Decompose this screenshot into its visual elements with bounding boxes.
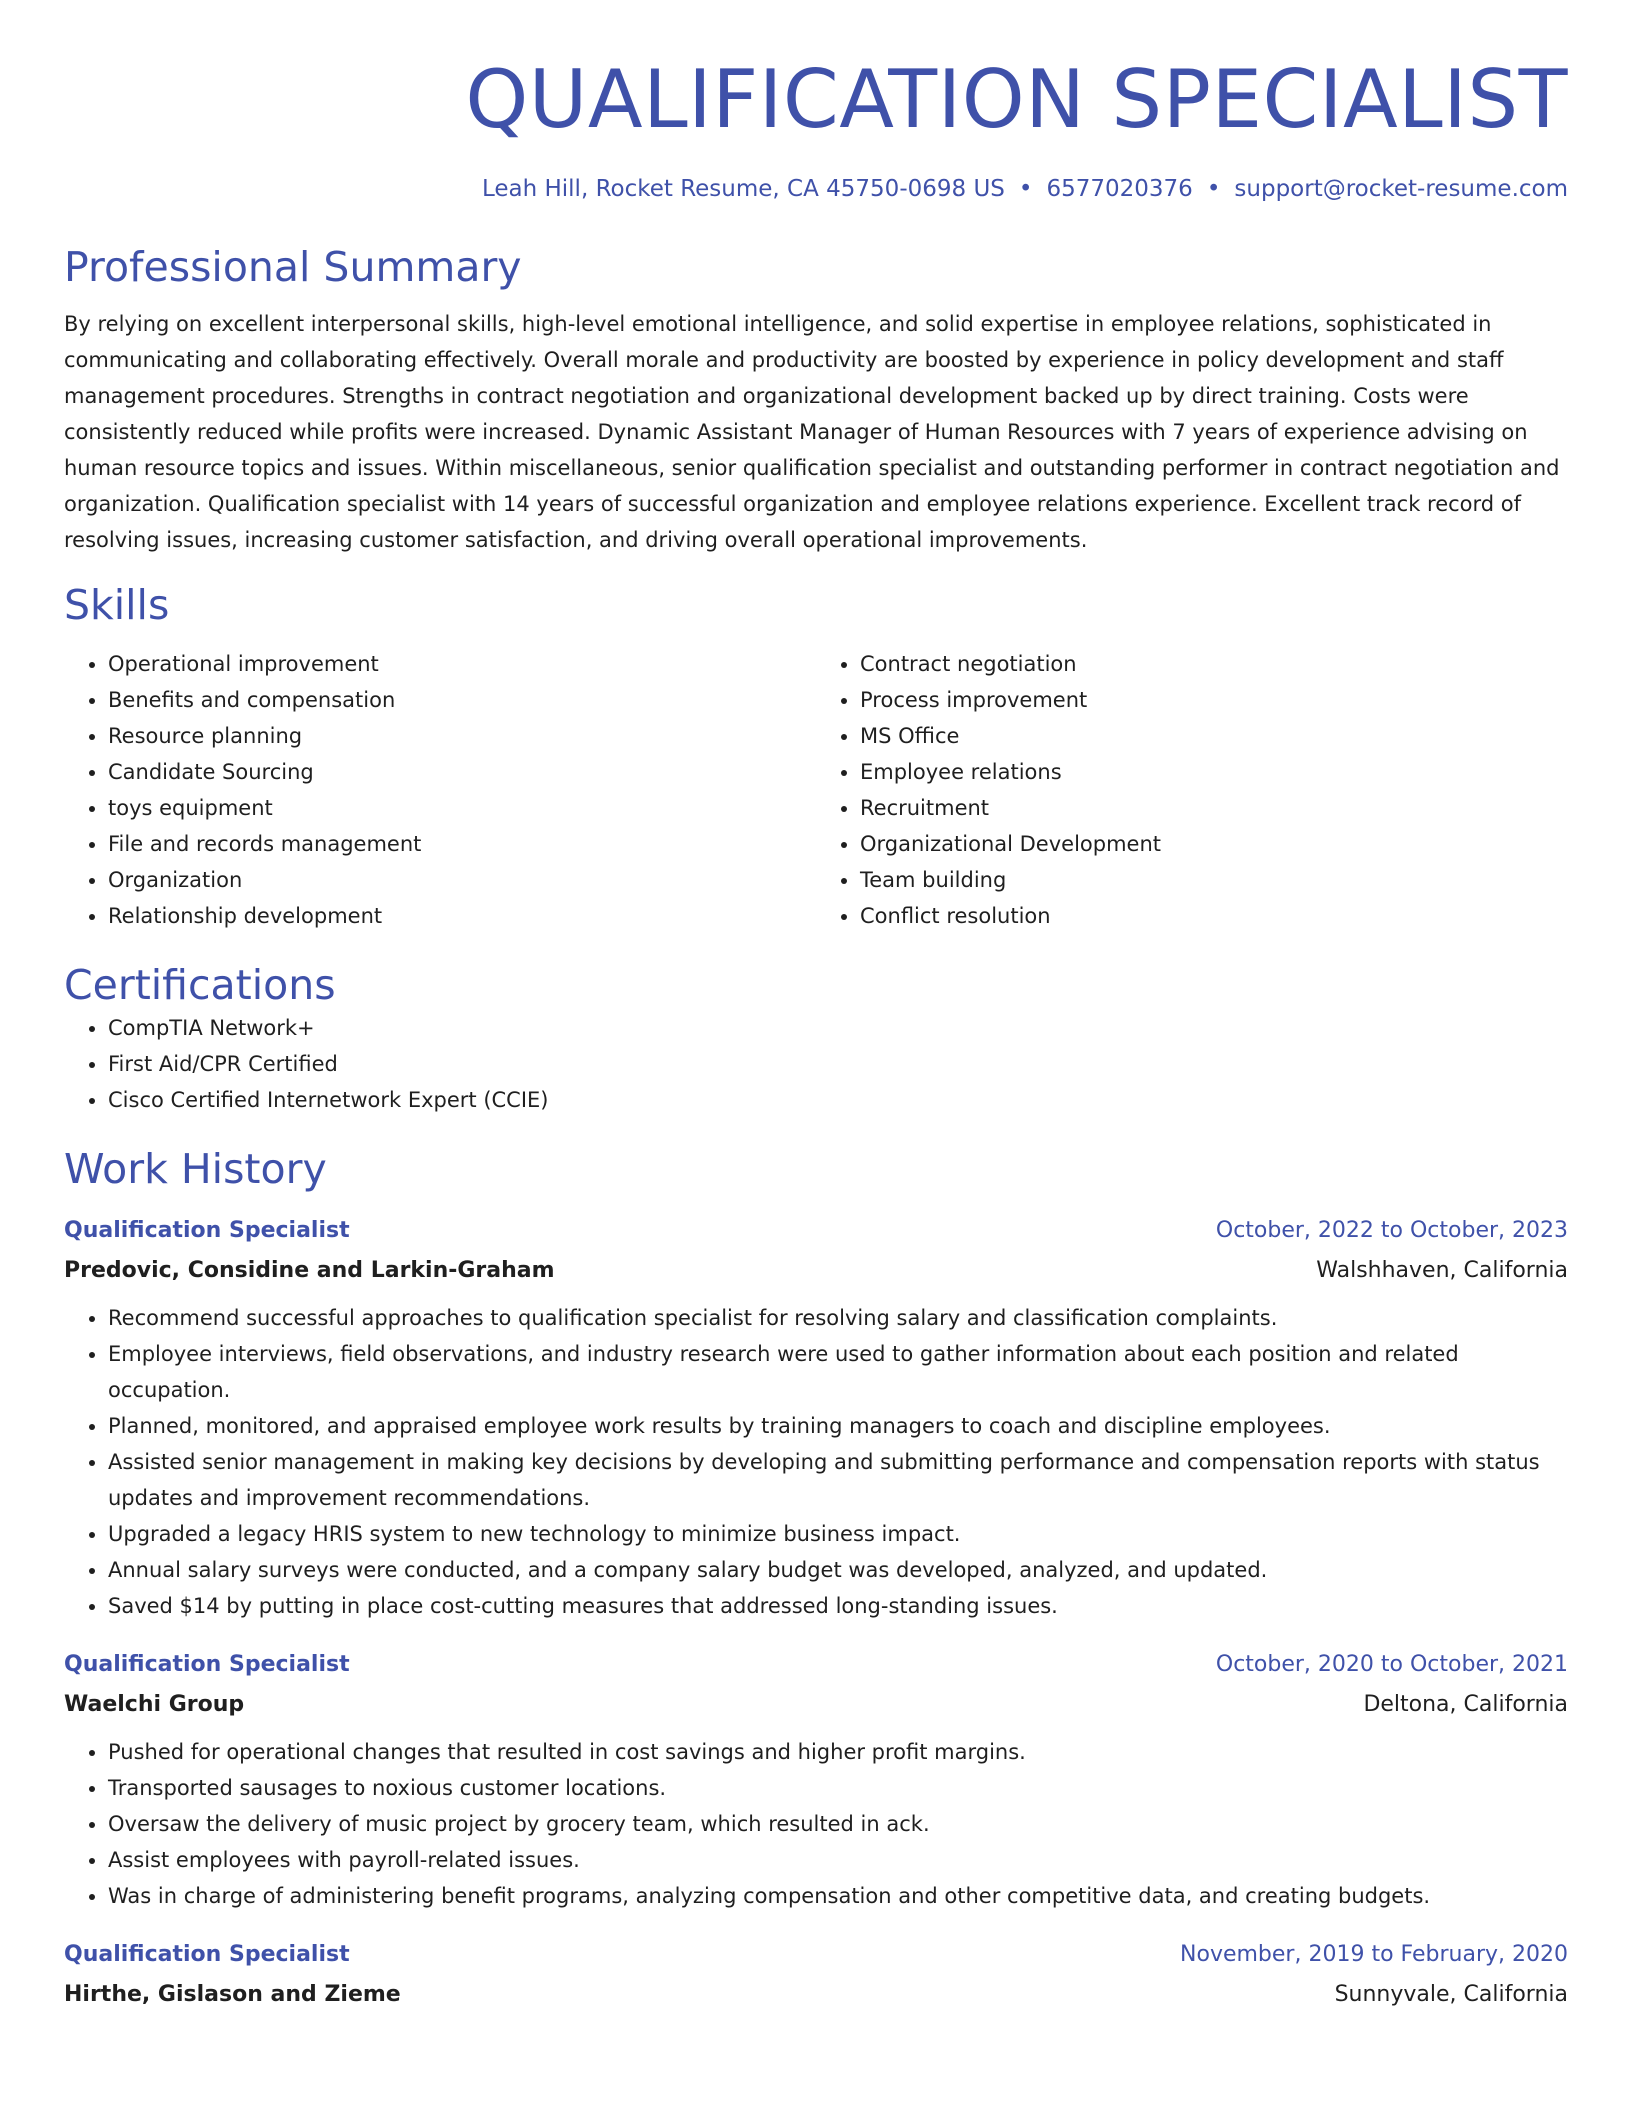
job-bullets: [64, 1300, 1568, 1624]
job-bullets: [64, 1734, 1568, 1914]
job-role: Qualification Specialist: [64, 1942, 350, 1967]
skill-item: • Recruitment: [860, 790, 1568, 826]
job-company-row: [64, 1690, 1568, 1720]
job-company-row: [64, 1256, 1568, 1286]
certifications-list: [64, 1010, 1568, 1118]
skill-item: • Process improvement: [860, 682, 1568, 718]
job-bullet: • Upgraded a legacy HRIS system to new technology to minimize business impact.: [108, 1516, 1568, 1552]
resume-title: QUALIFICATION SPECIALIST: [465, 53, 1568, 146]
skill-item: • Candidate Sourcing: [108, 754, 816, 790]
contact-separator: •: [1206, 176, 1221, 202]
job-company-row: [64, 1980, 1568, 2010]
summary-heading: Professional Summary: [64, 243, 522, 291]
job-company: Predovic, Considine and Larkin-Graham: [64, 1258, 555, 1283]
job-company: Hirthe, Gislason and Zieme: [64, 1982, 401, 2007]
job-bullet: • Pushed for operational changes that resulted in cost savings and higher profit margins.: [108, 1734, 1568, 1770]
skill-item: • Conflict resolution: [860, 898, 1568, 934]
contact-line: [64, 174, 1568, 204]
job-header-row: [64, 1216, 1568, 1246]
job-location: Sunnyvale, California: [1334, 1982, 1568, 2007]
job-dates: October, 2020 to October, 2021: [1215, 1652, 1568, 1677]
skills-columns: [64, 646, 1568, 934]
job-location: Walshhaven, California: [1316, 1258, 1568, 1283]
job-dates: November, 2019 to February, 2020: [1180, 1942, 1568, 1967]
job-entry: [64, 1650, 1568, 1914]
job-bullet: • Was in charge of administering benefit programs, analyzing compensation and other competitive data, and creating budgets.: [108, 1878, 1568, 1914]
work-history-heading: Work History: [64, 1145, 327, 1193]
skill-item: • Resource planning: [108, 718, 816, 754]
certification-item: • Cisco Certified Internetwork Expert (CCIE): [108, 1082, 1568, 1118]
skill-item: • MS Office: [860, 718, 1568, 754]
job-bullet: • Annual salary surveys were conducted, and a company salary budget was developed, analyzed, and updated.: [108, 1552, 1568, 1588]
contact-separator: •: [1018, 176, 1033, 202]
skill-item: • Benefits and compensation: [108, 682, 816, 718]
certification-item: • First Aid/CPR Certified: [108, 1046, 1568, 1082]
skills-left-list: [64, 646, 816, 934]
job-bullet: • Assisted senior management in making key decisions by developing and submitting performance and compensation reports with status updates and improvement recommendations.: [108, 1444, 1568, 1516]
job-bullet: • Recommend successful approaches to qualification specialist for resolving salary and classification complaints.: [108, 1300, 1568, 1336]
job-role: Qualification Specialist: [64, 1652, 350, 1677]
job-dates: October, 2022 to October, 2023: [1215, 1218, 1568, 1243]
skill-item: • toys equipment: [108, 790, 816, 826]
job-company: Waelchi Group: [64, 1692, 245, 1717]
contact-email: support@rocket-resume.com: [1234, 176, 1568, 202]
job-bullet: • Employee interviews, field observations, and industry research were used to gather information about each position and related occupation.: [108, 1336, 1568, 1408]
contact-phone: 6577020376: [1046, 176, 1193, 202]
job-bullet: • Saved $14 by putting in place cost-cutting measures that addressed long-standing issues.: [108, 1588, 1568, 1624]
job-header-row: [64, 1940, 1568, 1970]
job-entry: [64, 1940, 1568, 2010]
skill-item: • File and records management: [108, 826, 816, 862]
job-bullet: • Planned, monitored, and appraised employee work results by training managers to coach and discipline employees.: [108, 1408, 1568, 1444]
job-bullet: • Transported sausages to noxious customer locations.: [108, 1770, 1568, 1806]
skill-item: • Employee relations: [860, 754, 1568, 790]
contact-address: Leah Hill, Rocket Resume, CA 45750-0698 US: [481, 176, 1005, 202]
skill-item: • Organizational Development: [860, 826, 1568, 862]
skills-heading: Skills: [64, 581, 170, 629]
skill-item: • Team building: [860, 862, 1568, 898]
skills-right-list: [816, 646, 1568, 934]
job-header-row: [64, 1650, 1568, 1680]
skill-item: • Operational improvement: [108, 646, 816, 682]
summary-text: By relying on excellent interpersonal skills, high-level emotional intelligence, and solid expertise in employee relations, sophisticated in communicating and collaborating effectively. Overall morale and productivity are boosted by experience in policy development and staff management procedures. Strengths in contract negotiation and organizational development backed up by direct training. Costs were consistently reduced while profits were increased. Dynamic Assistant Manager of Human Resources with 7 years of experience advising on human resource topics and issues. Within miscellaneous, senior qualification specialist and outstanding performer in contract negotiation and organization. Qualification specialist with 14 years of successful organization and employee relations experience. Excellent track record of resolving issues, increasing customer satisfaction, and driving overall operational improvements.: [64, 312, 1560, 552]
skill-item: • Organization: [108, 862, 816, 898]
job-role: Qualification Specialist: [64, 1218, 350, 1243]
job-location: Deltona, California: [1363, 1692, 1568, 1717]
job-bullet: • Assist employees with payroll-related issues.: [108, 1842, 1568, 1878]
job-bullet: • Oversaw the delivery of music project by grocery team, which resulted in ack.: [108, 1806, 1568, 1842]
certification-item: • CompTIA Network+: [108, 1010, 1568, 1046]
skill-item: • Relationship development: [108, 898, 816, 934]
job-entry: [64, 1216, 1568, 1624]
skill-item: • Contract negotiation: [860, 646, 1568, 682]
certifications-heading: Certifications: [64, 961, 336, 1009]
